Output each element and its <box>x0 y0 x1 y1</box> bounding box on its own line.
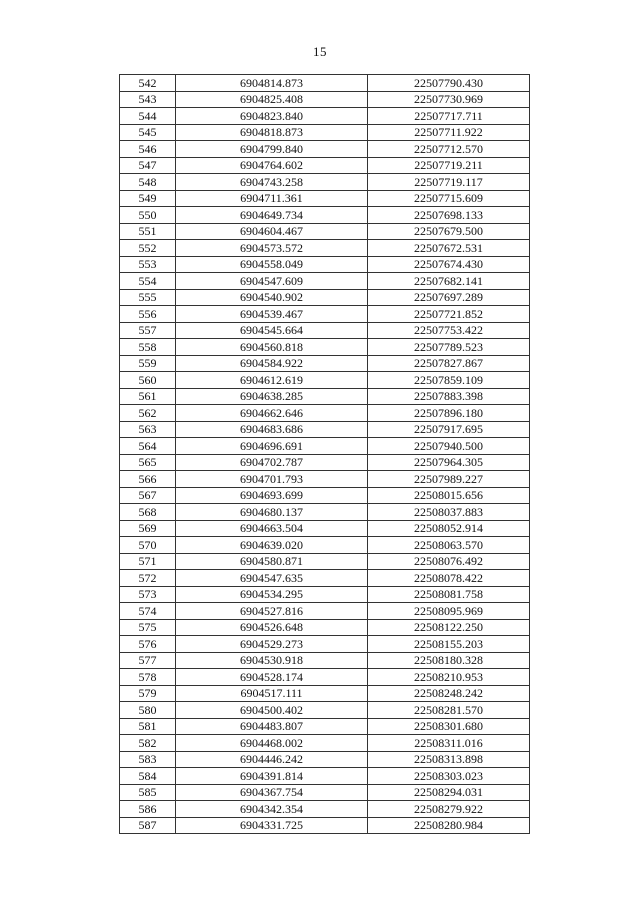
x-coordinate-cell: 6904639.020 <box>176 537 368 554</box>
y-coordinate-cell: 22507730.969 <box>368 91 530 108</box>
point-number-cell: 569 <box>120 520 176 537</box>
x-coordinate-cell: 6904528.174 <box>176 669 368 686</box>
table-row <box>120 586 530 603</box>
x-coordinate-cell: 6904711.361 <box>176 190 368 207</box>
point-number-cell: 554 <box>120 273 176 290</box>
point-number-cell: 562 <box>120 405 176 422</box>
point-number-cell: 585 <box>120 784 176 801</box>
point-number-cell: 557 <box>120 322 176 339</box>
y-coordinate-cell: 22508122.250 <box>368 619 530 636</box>
point-number-cell: 564 <box>120 438 176 455</box>
y-coordinate-cell: 22508279.922 <box>368 801 530 818</box>
point-number-cell: 580 <box>120 702 176 719</box>
y-coordinate-cell: 22508155.203 <box>368 636 530 653</box>
table-row <box>120 487 530 504</box>
x-coordinate-cell: 6904468.002 <box>176 735 368 752</box>
point-number-cell: 573 <box>120 586 176 603</box>
x-coordinate-cell: 6904534.295 <box>176 586 368 603</box>
table-row <box>120 636 530 653</box>
point-number-cell: 567 <box>120 487 176 504</box>
x-coordinate-cell: 6904573.572 <box>176 240 368 257</box>
point-number-cell: 549 <box>120 190 176 207</box>
y-coordinate-cell: 22507712.570 <box>368 141 530 158</box>
point-number-cell: 560 <box>120 372 176 389</box>
y-coordinate-cell: 22507940.500 <box>368 438 530 455</box>
table-row <box>120 141 530 158</box>
y-coordinate-cell: 22507719.117 <box>368 174 530 191</box>
table-row <box>120 669 530 686</box>
table-row <box>120 388 530 405</box>
table-row <box>120 702 530 719</box>
point-number-cell: 555 <box>120 289 176 306</box>
x-coordinate-cell: 6904547.609 <box>176 273 368 290</box>
x-coordinate-cell: 6904331.725 <box>176 817 368 834</box>
table-row <box>120 454 530 471</box>
y-coordinate-cell: 22508311.016 <box>368 735 530 752</box>
x-coordinate-cell: 6904814.873 <box>176 75 368 92</box>
y-coordinate-cell: 22507790.430 <box>368 75 530 92</box>
table-row <box>120 405 530 422</box>
y-coordinate-cell: 22507753.422 <box>368 322 530 339</box>
table-row <box>120 190 530 207</box>
x-coordinate-cell: 6904638.285 <box>176 388 368 405</box>
x-coordinate-cell: 6904693.699 <box>176 487 368 504</box>
point-number-cell: 572 <box>120 570 176 587</box>
point-number-cell: 584 <box>120 768 176 785</box>
x-coordinate-cell: 6904663.504 <box>176 520 368 537</box>
x-coordinate-cell: 6904696.691 <box>176 438 368 455</box>
table-row <box>120 124 530 141</box>
y-coordinate-cell: 22507989.227 <box>368 471 530 488</box>
y-coordinate-cell: 22507964.305 <box>368 454 530 471</box>
x-coordinate-cell: 6904799.840 <box>176 141 368 158</box>
x-coordinate-cell: 6904527.816 <box>176 603 368 620</box>
table-row <box>120 751 530 768</box>
y-coordinate-cell: 22507682.141 <box>368 273 530 290</box>
point-number-cell: 550 <box>120 207 176 224</box>
point-number-cell: 586 <box>120 801 176 818</box>
y-coordinate-cell: 22507672.531 <box>368 240 530 257</box>
point-number-cell: 582 <box>120 735 176 752</box>
point-number-cell: 581 <box>120 718 176 735</box>
x-coordinate-cell: 6904540.902 <box>176 289 368 306</box>
table-row <box>120 322 530 339</box>
y-coordinate-cell: 22507917.695 <box>368 421 530 438</box>
point-number-cell: 577 <box>120 652 176 669</box>
y-coordinate-cell: 22507711.922 <box>368 124 530 141</box>
x-coordinate-cell: 6904500.402 <box>176 702 368 719</box>
table-row <box>120 339 530 356</box>
table-row <box>120 157 530 174</box>
x-coordinate-cell: 6904683.686 <box>176 421 368 438</box>
x-coordinate-cell: 6904547.635 <box>176 570 368 587</box>
table-row <box>120 784 530 801</box>
y-coordinate-cell: 22507715.609 <box>368 190 530 207</box>
x-coordinate-cell: 6904517.111 <box>176 685 368 702</box>
table-row <box>120 504 530 521</box>
y-coordinate-cell: 22508015.656 <box>368 487 530 504</box>
table-row <box>120 685 530 702</box>
y-coordinate-cell: 22507859.109 <box>368 372 530 389</box>
table-row <box>120 768 530 785</box>
x-coordinate-cell: 6904580.871 <box>176 553 368 570</box>
point-number-cell: 561 <box>120 388 176 405</box>
x-coordinate-cell: 6904701.793 <box>176 471 368 488</box>
y-coordinate-cell: 22507697.289 <box>368 289 530 306</box>
table-row <box>120 108 530 125</box>
x-coordinate-cell: 6904662.646 <box>176 405 368 422</box>
y-coordinate-cell: 22508210.953 <box>368 669 530 686</box>
y-coordinate-cell: 22508301.680 <box>368 718 530 735</box>
y-coordinate-cell: 22507896.180 <box>368 405 530 422</box>
y-coordinate-cell: 22507827.867 <box>368 355 530 372</box>
x-coordinate-cell: 6904539.467 <box>176 306 368 323</box>
table-row <box>120 438 530 455</box>
page-number: 15 <box>313 44 327 59</box>
table-row <box>120 801 530 818</box>
table-row <box>120 306 530 323</box>
table-row <box>120 553 530 570</box>
x-coordinate-cell: 6904823.840 <box>176 108 368 125</box>
table-row <box>120 537 530 554</box>
y-coordinate-cell: 22508280.984 <box>368 817 530 834</box>
y-coordinate-cell: 22508248.242 <box>368 685 530 702</box>
point-number-cell: 576 <box>120 636 176 653</box>
point-number-cell: 556 <box>120 306 176 323</box>
x-coordinate-cell: 6904825.408 <box>176 91 368 108</box>
y-coordinate-cell: 22508313.898 <box>368 751 530 768</box>
table-row <box>120 570 530 587</box>
x-coordinate-cell: 6904604.467 <box>176 223 368 240</box>
table-row <box>120 273 530 290</box>
y-coordinate-cell: 22507674.430 <box>368 256 530 273</box>
table-row <box>120 174 530 191</box>
y-coordinate-cell: 22508281.570 <box>368 702 530 719</box>
x-coordinate-cell: 6904530.918 <box>176 652 368 669</box>
point-number-cell: 583 <box>120 751 176 768</box>
y-coordinate-cell: 22508052.914 <box>368 520 530 537</box>
point-number-cell: 568 <box>120 504 176 521</box>
point-number-cell: 544 <box>120 108 176 125</box>
point-number-cell: 548 <box>120 174 176 191</box>
point-number-cell: 578 <box>120 669 176 686</box>
x-coordinate-cell: 6904560.818 <box>176 339 368 356</box>
table-row <box>120 520 530 537</box>
table-row <box>120 91 530 108</box>
y-coordinate-cell: 22507679.500 <box>368 223 530 240</box>
y-coordinate-cell: 22507883.398 <box>368 388 530 405</box>
point-number-cell: 547 <box>120 157 176 174</box>
point-number-cell: 570 <box>120 537 176 554</box>
point-number-cell: 542 <box>120 75 176 92</box>
table-row <box>120 355 530 372</box>
point-number-cell: 545 <box>120 124 176 141</box>
y-coordinate-cell: 22507789.523 <box>368 339 530 356</box>
y-coordinate-cell: 22508294.031 <box>368 784 530 801</box>
table-row <box>120 619 530 636</box>
y-coordinate-cell: 22508180.328 <box>368 652 530 669</box>
point-number-cell: 566 <box>120 471 176 488</box>
x-coordinate-cell: 6904649.734 <box>176 207 368 224</box>
table-row <box>120 289 530 306</box>
y-coordinate-cell: 22508063.570 <box>368 537 530 554</box>
point-number-cell: 552 <box>120 240 176 257</box>
table-row <box>120 603 530 620</box>
point-number-cell: 565 <box>120 454 176 471</box>
table-row <box>120 471 530 488</box>
point-number-cell: 575 <box>120 619 176 636</box>
y-coordinate-cell: 22507719.211 <box>368 157 530 174</box>
x-coordinate-cell: 6904483.807 <box>176 718 368 735</box>
x-coordinate-cell: 6904391.814 <box>176 768 368 785</box>
table-row <box>120 75 530 92</box>
coordinate-table-body <box>120 75 530 834</box>
point-number-cell: 574 <box>120 603 176 620</box>
x-coordinate-cell: 6904342.354 <box>176 801 368 818</box>
y-coordinate-cell: 22508303.023 <box>368 768 530 785</box>
table-row <box>120 256 530 273</box>
point-number-cell: 587 <box>120 817 176 834</box>
y-coordinate-cell: 22507717.711 <box>368 108 530 125</box>
x-coordinate-cell: 6904764.602 <box>176 157 368 174</box>
x-coordinate-cell: 6904526.648 <box>176 619 368 636</box>
coordinate-table <box>119 74 530 834</box>
x-coordinate-cell: 6904680.137 <box>176 504 368 521</box>
x-coordinate-cell: 6904545.664 <box>176 322 368 339</box>
table-row <box>120 735 530 752</box>
table-row <box>120 817 530 834</box>
x-coordinate-cell: 6904584.922 <box>176 355 368 372</box>
y-coordinate-cell: 22507698.133 <box>368 207 530 224</box>
y-coordinate-cell: 22508081.758 <box>368 586 530 603</box>
y-coordinate-cell: 22508078.422 <box>368 570 530 587</box>
x-coordinate-cell: 6904529.273 <box>176 636 368 653</box>
point-number-cell: 579 <box>120 685 176 702</box>
x-coordinate-cell: 6904743.258 <box>176 174 368 191</box>
table-row <box>120 207 530 224</box>
point-number-cell: 559 <box>120 355 176 372</box>
point-number-cell: 571 <box>120 553 176 570</box>
table-row <box>120 652 530 669</box>
point-number-cell: 543 <box>120 91 176 108</box>
y-coordinate-cell: 22508095.969 <box>368 603 530 620</box>
table-row <box>120 240 530 257</box>
x-coordinate-cell: 6904558.049 <box>176 256 368 273</box>
point-number-cell: 563 <box>120 421 176 438</box>
y-coordinate-cell: 22508037.883 <box>368 504 530 521</box>
x-coordinate-cell: 6904818.873 <box>176 124 368 141</box>
point-number-cell: 551 <box>120 223 176 240</box>
x-coordinate-cell: 6904446.242 <box>176 751 368 768</box>
table-row <box>120 421 530 438</box>
y-coordinate-cell: 22508076.492 <box>368 553 530 570</box>
y-coordinate-cell: 22507721.852 <box>368 306 530 323</box>
point-number-cell: 553 <box>120 256 176 273</box>
point-number-cell: 546 <box>120 141 176 158</box>
point-number-cell: 558 <box>120 339 176 356</box>
x-coordinate-cell: 6904702.787 <box>176 454 368 471</box>
table-row <box>120 223 530 240</box>
x-coordinate-cell: 6904612.619 <box>176 372 368 389</box>
table-row <box>120 718 530 735</box>
table-row <box>120 372 530 389</box>
x-coordinate-cell: 6904367.754 <box>176 784 368 801</box>
